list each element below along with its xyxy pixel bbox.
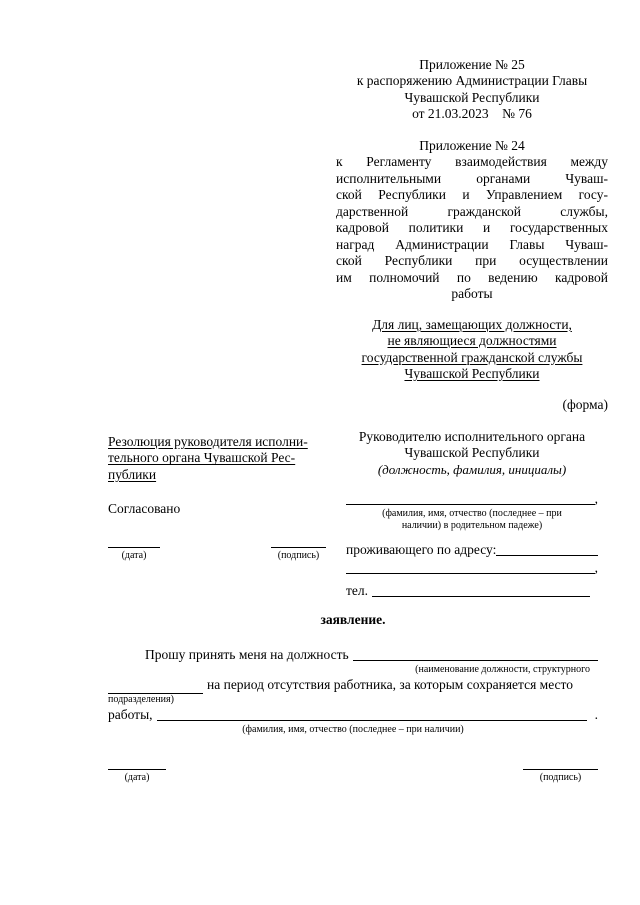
phone-fill-line [372, 596, 590, 597]
address-fill-line [496, 555, 598, 556]
category-line: Чувашской Республики [404, 365, 540, 381]
addressee-block [346, 429, 598, 600]
date-fill-line [108, 757, 166, 770]
name-caption-line: наличии) в родительном падеже) [401, 520, 543, 532]
phone-field [346, 582, 598, 600]
department-caption: подразделения) [108, 693, 174, 705]
worker-name-caption: (фамилия, имя, отчество (последнее – при наличии) [242, 723, 464, 735]
signature-fill-line [523, 757, 598, 770]
statement-work-label: работы, [108, 707, 153, 723]
two-column-section [108, 429, 598, 600]
address-field [346, 541, 598, 559]
worker-name-fill-line [157, 720, 587, 721]
appendix-25-date-line: от 21.03.2023 № 76 [412, 106, 532, 122]
bottom-date-field [108, 757, 166, 785]
position-caption: (наименование должности, структурного [415, 663, 590, 675]
resolution-title-line: Резолюция руководителя исполни- [108, 434, 308, 449]
resolution-signature-row [108, 535, 326, 563]
statement-line-2-text: на период отсутствия работника, за которым сохраняется место [207, 677, 574, 693]
appendix-24-line: наград Администрации Главы Чуваш- [336, 236, 608, 252]
department-fill-line [108, 681, 203, 694]
comma: , [594, 491, 598, 507]
appendix-25-line: Приложение № 25 [419, 57, 525, 72]
statement-intro: Прошу принять меня на должность [145, 647, 349, 663]
date-fill-line [108, 535, 160, 548]
signature-caption: (подпись) [539, 772, 582, 783]
statement-line-2 [108, 677, 598, 693]
appendix-24-line: кадровой политики и государственных [336, 220, 608, 236]
addressee-position-hint: (должность, фамилия, инициалы) [377, 461, 567, 477]
appendix-25-block [336, 57, 608, 123]
category-block [336, 317, 608, 383]
resolution-signature-field [271, 535, 326, 563]
appendix-24-block [336, 138, 608, 303]
category-line: Для лиц, замещающих должности, [372, 316, 572, 332]
date-signature-row [108, 757, 598, 785]
appendix-24-line: ской Республики при осуществлении [336, 253, 608, 269]
applicant-name-field [346, 490, 598, 508]
resolution-block [108, 429, 326, 600]
appendix-24-line: им полномочий по ведению кадровой [336, 269, 608, 285]
address-label: проживающего по адресу: [346, 542, 497, 558]
category-line: государственной гражданской службы [361, 349, 583, 365]
category-line: не являющиеся должностями [387, 333, 557, 349]
appendix-24-line: дарственной гражданской службы, [336, 203, 608, 219]
header-right-column [336, 57, 608, 414]
comma: , [594, 560, 598, 576]
addressee-line: Чувашской Республики [404, 445, 540, 461]
addressee-line: Руководителю исполнительного органа [358, 429, 586, 444]
appendix-24-line: ской Республики и Управлением госу- [336, 187, 608, 203]
address-fill-line-2 [346, 573, 595, 574]
appendix-24-line: к Регламенту взаимодействия между [336, 154, 608, 170]
statement-line-1 [108, 647, 598, 663]
signature-caption: (подпись) [277, 549, 320, 561]
statement-section [108, 612, 598, 736]
agreed-label: Согласовано [108, 501, 181, 517]
appendix-24-line: работы [451, 286, 493, 302]
date-caption: (дата) [121, 549, 147, 561]
address-field-line2 [346, 559, 598, 577]
name-fill-line [346, 504, 595, 505]
resolution-date-field [108, 535, 160, 563]
resolution-title-line: публики [108, 466, 157, 482]
resolution-title-line: тельного органа Чувашской Рес- [108, 450, 296, 466]
resolution-title [108, 434, 326, 483]
appendix-24-title: Приложение № 24 [419, 137, 525, 153]
name-caption-line: (фамилия, имя, отчество (последнее – при [382, 507, 562, 519]
appendix-25-line: Чувашской Республики [404, 89, 540, 105]
signature-fill-line [271, 535, 326, 548]
appendix-24-line: исполнительными органами Чуваш- [336, 170, 608, 186]
period: . [594, 707, 598, 723]
phone-label: тел. [346, 583, 369, 599]
statement-title: заявление. [320, 612, 386, 627]
bottom-signature-field [523, 757, 598, 785]
appendix-25-line: к распоряжению Администрации Главы [356, 73, 588, 89]
date-caption: (дата) [124, 772, 150, 783]
position-fill-line [353, 660, 598, 661]
statement-line-3 [108, 707, 598, 723]
form-label: (форма) [562, 397, 608, 413]
